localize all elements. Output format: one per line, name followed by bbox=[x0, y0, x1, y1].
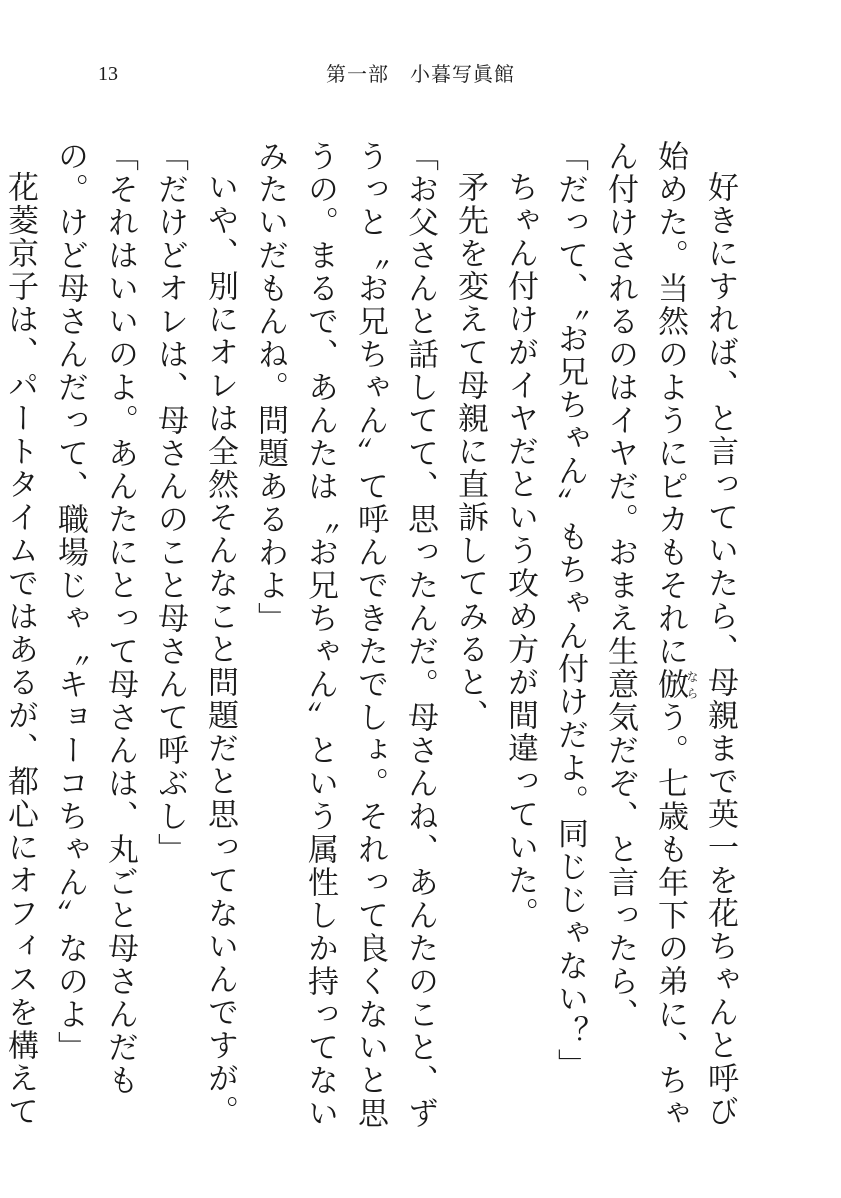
paragraph-text: ちゃん付けがイヤだという攻め方が間違っていた。 bbox=[502, 171, 538, 930]
paragraph-6 bbox=[195, 140, 245, 1130]
paragraph-text: いや、別にオレは全然そんなこと問題だと思ってないんですが。 bbox=[202, 171, 238, 1128]
paragraph-5 bbox=[245, 140, 445, 1130]
paragraph-text: 好きにすれば、と言っていたら、母親まで英一を花ちゃんと呼び始めた。当然のようにピカもそれに bbox=[652, 140, 738, 1128]
paragraph-8 bbox=[45, 140, 145, 1130]
paragraph-text: う。七歳も年下の弟に、ちゃん付けされるのはイヤだ。おまえ生意気だぞ、と言ったら、 bbox=[602, 140, 688, 1130]
paragraph-text: 矛先を変えて母親に直訴してみると、 bbox=[452, 171, 488, 732]
paragraph-4 bbox=[445, 140, 495, 1130]
paragraph-2 bbox=[545, 140, 595, 1130]
ruby-base: 倣 bbox=[652, 668, 688, 701]
running-header-title: 第一部 小暮写眞館 bbox=[326, 62, 515, 86]
dialogue-text: 「だって、〝お兄ちゃん〟もちゃん付けだよ。同じじゃない？」 bbox=[552, 140, 588, 1082]
dialogue-text: 「お父さんと話してて、思ったんだ。母さんね、あんたのこと、ずうっと〝お兄ちゃん〟て呼んできたでしょ。それって良くないと思うの。まるで、あんたは〝お兄ちゃん〟という属性しか持ってないみたいだもんね。問題あるわよ」 bbox=[252, 140, 438, 1130]
dialogue-text: 「それはいいのよ。あんたにとって母さんは、丸ごと母さんだもの。けど母さんだって、職場じゃ〝キョーコちゃん〟なのよ」 bbox=[52, 140, 138, 1097]
paragraph-9 bbox=[0, 140, 45, 1130]
paragraph-7 bbox=[145, 140, 195, 1130]
paragraph-1 bbox=[595, 140, 745, 1130]
body-text-column bbox=[2, 140, 745, 1130]
page-number: 13 bbox=[98, 63, 118, 85]
paragraph-text: 花菱京子は、パートタイムではあるが、都心にオフィスを構えて bbox=[2, 171, 38, 1128]
ruby-reading: なら bbox=[685, 668, 699, 701]
dialogue-text: 「だけどオレは、母さんのこと母さんて呼ぶし」 bbox=[152, 140, 188, 866]
paragraph-3 bbox=[495, 140, 545, 1130]
ruby-word bbox=[652, 668, 699, 701]
